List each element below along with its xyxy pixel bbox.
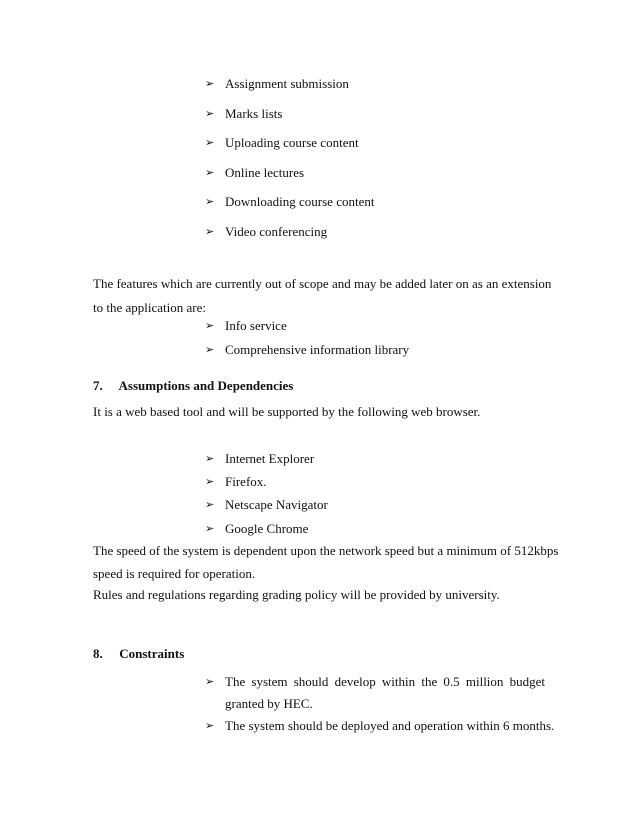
section-number: 7. xyxy=(93,378,103,393)
arrow-bullet-icon: ➢ xyxy=(205,226,215,238)
paragraph-line: The speed of the system is dependent upon the network speed but a minimum of 512kbps xyxy=(93,543,559,558)
list-item-text: Google Chrome xyxy=(225,521,309,536)
section-title: Assumptions and Dependencies xyxy=(118,378,294,393)
arrow-bullet-icon: ➢ xyxy=(205,676,215,688)
list-item-text: granted by HEC. xyxy=(225,696,313,711)
list-item-text: Uploading course content xyxy=(225,135,359,150)
arrow-bullet-icon: ➢ xyxy=(205,523,215,535)
section-title: Constraints xyxy=(119,646,185,661)
arrow-bullet-icon: ➢ xyxy=(205,78,215,90)
arrow-bullet-icon: ➢ xyxy=(205,320,215,332)
list-item-text: Assignment submission xyxy=(225,76,349,91)
arrow-bullet-icon: ➢ xyxy=(205,499,215,511)
list-item-text: Netscape Navigator xyxy=(225,497,328,512)
list-item-text: Marks lists xyxy=(225,106,283,121)
arrow-bullet-icon: ➢ xyxy=(205,453,215,465)
arrow-bullet-icon: ➢ xyxy=(205,344,215,356)
section-number: 8. xyxy=(93,646,103,661)
list-item-text: The system should be deployed and operation within 6 months. xyxy=(225,718,555,733)
list-item-text: Video conferencing xyxy=(225,224,328,239)
arrow-bullet-icon: ➢ xyxy=(205,137,215,149)
section-heading xyxy=(93,378,293,394)
paragraph-line: speed is required for operation. xyxy=(93,566,256,581)
list-item-text: Downloading course content xyxy=(225,194,375,209)
list-item-text: Comprehensive information library xyxy=(225,342,410,357)
section-heading xyxy=(93,646,184,662)
paragraph-line: to the application are: xyxy=(93,300,206,315)
paragraph-line: The features which are currently out of scope and may be added later on as an extension xyxy=(93,276,552,291)
arrow-bullet-icon: ➢ xyxy=(205,196,215,208)
arrow-bullet-icon: ➢ xyxy=(205,720,215,732)
list-item-text: The system should develop within the 0.5 million budget xyxy=(225,674,545,689)
arrow-bullet-icon: ➢ xyxy=(205,167,215,179)
list-item-text: Internet Explorer xyxy=(225,451,315,466)
arrow-bullet-icon: ➢ xyxy=(205,476,215,488)
arrow-bullet-icon: ➢ xyxy=(205,108,215,120)
list-item-text: Info service xyxy=(225,318,287,333)
list-item-text: Firefox. xyxy=(225,474,267,489)
paragraph-line: Rules and regulations regarding grading policy will be provided by university. xyxy=(93,587,500,602)
paragraph-line: It is a web based tool and will be supported by the following web browser. xyxy=(93,404,481,419)
list-item-text: Online lectures xyxy=(225,165,305,180)
